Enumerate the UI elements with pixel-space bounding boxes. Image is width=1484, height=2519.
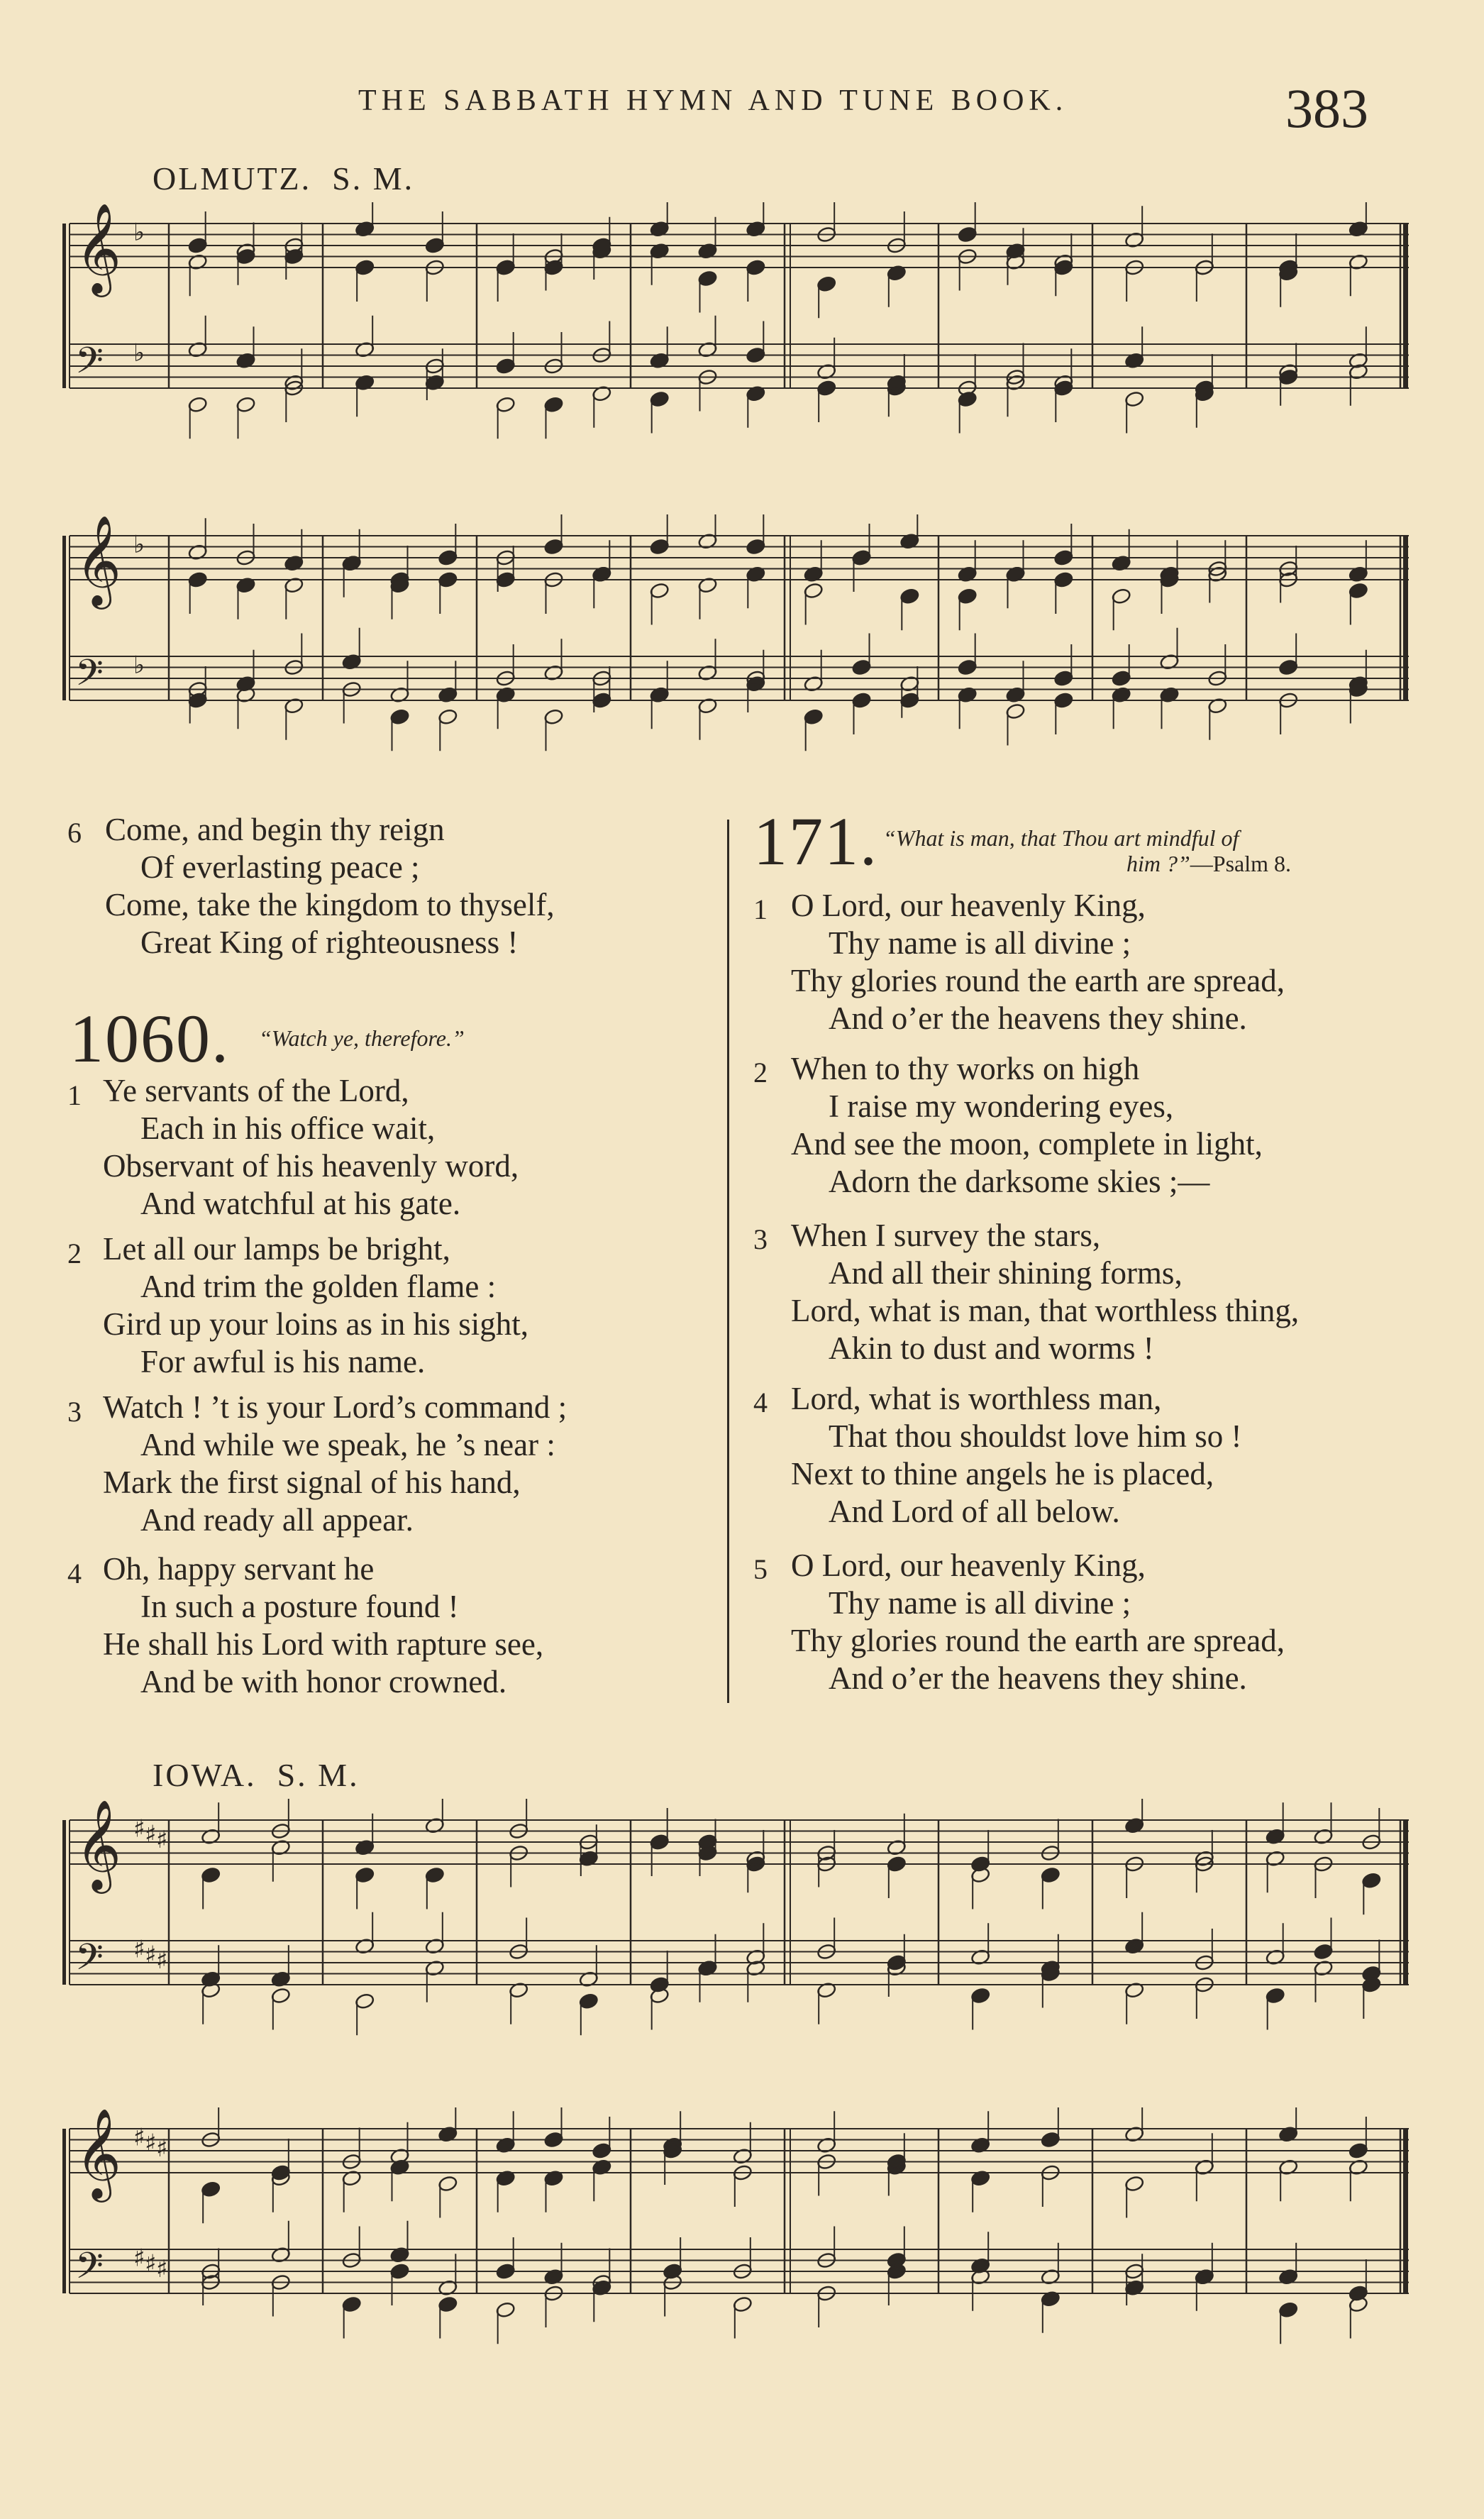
olmutz-system-1 bbox=[62, 202, 1414, 454]
verse-line: And see the moon, complete in light, bbox=[791, 1126, 1263, 1162]
note-head bbox=[236, 396, 255, 413]
verse-line: Great King of righteousness ! bbox=[140, 925, 519, 960]
note-head bbox=[804, 582, 824, 599]
verse-number: 6 bbox=[67, 817, 82, 849]
note-head bbox=[1266, 1987, 1285, 2004]
verse-line: When to thy works on high bbox=[791, 1051, 1140, 1086]
note-head bbox=[733, 2295, 753, 2313]
note-head bbox=[355, 259, 375, 276]
verse-line: And Lord of all below. bbox=[829, 1494, 1120, 1529]
verse-line: Thy name is all divine ; bbox=[829, 925, 1131, 961]
final-barline bbox=[1403, 224, 1408, 388]
verse-line: Next to thine angels he is placed, bbox=[791, 1456, 1214, 1492]
hymn-number: 171. bbox=[753, 803, 878, 879]
verse-line: And all their shining forms, bbox=[829, 1255, 1183, 1291]
hymn-epigraph: “What is man, that Thou art mindful of bbox=[883, 825, 1239, 851]
note-head bbox=[1349, 2142, 1368, 2159]
tune-title-iowa bbox=[153, 1756, 360, 1794]
music-staff bbox=[62, 514, 1414, 766]
note-head bbox=[496, 358, 516, 375]
verse-line: And be with honor crowned. bbox=[140, 1664, 507, 1699]
verse-number: 2 bbox=[67, 1238, 82, 1269]
key-signature-mark: ♯ bbox=[156, 1826, 168, 1854]
tune-title-olmutz bbox=[153, 160, 414, 197]
note-head bbox=[543, 708, 563, 725]
verse-line: Mark the first signal of his hand, bbox=[103, 1465, 521, 1500]
note-head bbox=[425, 237, 445, 254]
note-head bbox=[1053, 549, 1073, 566]
note-head bbox=[543, 396, 563, 413]
note-head bbox=[1278, 658, 1298, 676]
note-head bbox=[958, 588, 978, 605]
note-head bbox=[271, 1987, 291, 2004]
verse-line: In such a posture found ! bbox=[140, 1589, 459, 1624]
note-head bbox=[438, 549, 458, 566]
note-head bbox=[496, 396, 516, 413]
note-head bbox=[201, 2181, 221, 2198]
key-signature-mark: ♯ bbox=[133, 1814, 145, 1843]
note-head bbox=[1124, 390, 1144, 407]
key-signature-mark: ♯ bbox=[156, 1946, 168, 1975]
note-head bbox=[970, 1987, 990, 2004]
note-head bbox=[496, 2301, 516, 2318]
verse-line: Lord, what is worthless man, bbox=[791, 1381, 1162, 1416]
note-head bbox=[496, 259, 516, 276]
epigraph-source: —Psalm 8. bbox=[1190, 851, 1292, 876]
note-head bbox=[1124, 2175, 1144, 2192]
verse-line: Akin to dust and worms ! bbox=[829, 1330, 1154, 1366]
note-head bbox=[1005, 702, 1025, 720]
key-signature-mark: ♭ bbox=[133, 651, 145, 680]
verse-number: 4 bbox=[753, 1387, 768, 1418]
note-head bbox=[389, 708, 409, 725]
system-bracket bbox=[62, 536, 66, 700]
verse-number: 3 bbox=[753, 1223, 768, 1255]
verse-line: Observant of his heavenly word, bbox=[103, 1148, 519, 1184]
verse-line: And o’er the heavens they shine. bbox=[829, 1660, 1247, 1696]
note-head bbox=[650, 390, 670, 407]
verse-line: I raise my wondering eyes, bbox=[829, 1088, 1174, 1124]
note-head bbox=[579, 1992, 599, 2010]
key-signature-mark: ♭ bbox=[133, 530, 145, 559]
note-head bbox=[438, 2175, 458, 2192]
final-barline bbox=[1403, 2129, 1408, 2293]
verse-line: When I survey the stars, bbox=[791, 1218, 1101, 1253]
key-signature-mark: ♯ bbox=[133, 2123, 145, 2152]
note-head bbox=[1278, 2301, 1298, 2318]
note-head bbox=[746, 346, 765, 363]
note-head bbox=[746, 259, 765, 276]
note-head bbox=[650, 1834, 670, 1851]
note-head bbox=[650, 538, 670, 555]
verse-line: And ready all appear. bbox=[140, 1502, 414, 1538]
epigraph-continuation: him ?” bbox=[1126, 851, 1190, 876]
verse-line: Thy glories round the earth are spread, bbox=[791, 1623, 1285, 1658]
verse-line: Ye servants of the Lord, bbox=[103, 1073, 409, 1108]
note-head bbox=[1041, 2131, 1061, 2148]
note-head bbox=[899, 692, 919, 709]
music-staff bbox=[62, 2107, 1414, 2359]
note-head bbox=[355, 1992, 375, 2010]
note-head bbox=[804, 708, 824, 725]
note-head bbox=[438, 571, 458, 588]
bass-clef-icon: 𝄢 bbox=[75, 2244, 104, 2296]
note-head bbox=[425, 1866, 445, 1883]
note-head bbox=[438, 708, 458, 725]
note-head bbox=[438, 2295, 458, 2313]
key-signature-mark: ♭ bbox=[133, 338, 145, 368]
note-head bbox=[1053, 670, 1073, 687]
note-head bbox=[1112, 588, 1131, 605]
note-head bbox=[201, 1866, 221, 1883]
verse-number: 2 bbox=[753, 1057, 768, 1088]
verse-line: Watch ! ’t is your Lord’s command ; bbox=[103, 1389, 567, 1425]
system-bracket bbox=[62, 2129, 66, 2293]
treble-clef-icon: 𝄞 bbox=[75, 2107, 122, 2198]
note-head bbox=[1041, 1866, 1061, 1883]
note-head bbox=[887, 1856, 907, 1873]
key-signature-mark: ♯ bbox=[133, 1935, 145, 1964]
tune-name: IOWA. bbox=[153, 1757, 257, 1793]
note-head bbox=[496, 571, 516, 588]
note-head bbox=[496, 2263, 516, 2280]
note-head bbox=[958, 226, 978, 243]
music-staff bbox=[62, 1799, 1414, 2051]
key-signature-mark: ♯ bbox=[145, 1820, 157, 1849]
system-bracket bbox=[62, 1820, 66, 1985]
iowa-system-1 bbox=[62, 1799, 1414, 2051]
verse-line: Each in his office wait, bbox=[140, 1110, 436, 1146]
verse-number: 5 bbox=[753, 1553, 768, 1585]
final-barline bbox=[1403, 1820, 1408, 1985]
verse-line: Oh, happy servant he bbox=[103, 1551, 375, 1587]
verse-line: Adorn the darksome skies ;— bbox=[829, 1164, 1210, 1199]
hymn-epigraph bbox=[1126, 851, 1291, 877]
key-signature-mark: ♭ bbox=[133, 218, 145, 247]
treble-clef-icon: 𝄞 bbox=[75, 202, 122, 293]
tune-name: OLMUTZ. bbox=[153, 160, 312, 197]
olmutz-system-2 bbox=[62, 514, 1414, 766]
bass-clef-icon: 𝄢 bbox=[75, 338, 104, 391]
verse-line: O Lord, our heavenly King, bbox=[791, 1548, 1146, 1583]
note-head bbox=[188, 237, 208, 254]
verse-number: 3 bbox=[67, 1396, 82, 1428]
system-bracket bbox=[62, 224, 66, 388]
verse-line: That thou shouldst love him so ! bbox=[829, 1418, 1242, 1454]
note-head bbox=[592, 2142, 611, 2159]
key-signature-mark: ♯ bbox=[156, 2255, 168, 2283]
treble-clef-icon: 𝄞 bbox=[75, 1799, 122, 1890]
note-head bbox=[188, 571, 208, 588]
note-head bbox=[342, 2295, 362, 2313]
bass-clef-icon: 𝄢 bbox=[75, 651, 104, 703]
verse-line: Lord, what is man, that worthless thing, bbox=[791, 1293, 1300, 1328]
verse-number: 4 bbox=[67, 1558, 82, 1589]
verse-line: And trim the golden flame : bbox=[140, 1269, 497, 1304]
verse-line: Come, and begin thy reign bbox=[105, 812, 445, 847]
note-head bbox=[851, 658, 871, 676]
key-signature-mark: ♯ bbox=[145, 1941, 157, 1970]
note-head bbox=[816, 275, 836, 292]
verse-line: Let all our lamps be bright, bbox=[103, 1231, 450, 1267]
note-head bbox=[746, 538, 765, 555]
verse-line: For awful is his name. bbox=[140, 1344, 426, 1379]
key-signature-mark: ♯ bbox=[156, 2134, 168, 2163]
verse-line: Thy name is all divine ; bbox=[829, 1585, 1131, 1621]
note-head bbox=[592, 692, 611, 709]
hymn-epigraph: “Watch ye, therefore.” bbox=[259, 1025, 465, 1051]
note-head bbox=[1053, 692, 1073, 709]
note-head bbox=[851, 692, 871, 709]
treble-clef-icon: 𝄞 bbox=[75, 514, 122, 605]
verse-line: Come, take the kingdom to thyself, bbox=[105, 887, 555, 922]
running-head: THE SABBATH HYMN AND TUNE BOOK. bbox=[358, 84, 1068, 117]
verse-line: He shall his Lord with rapture see, bbox=[103, 1626, 544, 1662]
note-head bbox=[697, 270, 717, 287]
tune-meter: S. M. bbox=[332, 160, 415, 197]
note-head bbox=[1361, 1872, 1381, 1889]
note-head bbox=[650, 582, 670, 599]
verse-line: O Lord, our heavenly King, bbox=[791, 888, 1146, 923]
verse-number: 1 bbox=[753, 893, 768, 925]
verse-line: Gird up your loins as in his sight, bbox=[103, 1306, 529, 1342]
note-head bbox=[543, 2131, 563, 2148]
note-head bbox=[1112, 670, 1131, 687]
verse-line: Of everlasting peace ; bbox=[140, 849, 420, 885]
note-head bbox=[1313, 1943, 1333, 1960]
bass-clef-icon: 𝄢 bbox=[75, 1935, 104, 1988]
verse-line: And while we speak, he ’s near : bbox=[140, 1427, 555, 1462]
page-number: 383 bbox=[1285, 77, 1368, 139]
column-divider bbox=[727, 820, 729, 1703]
final-barline bbox=[1403, 536, 1408, 700]
note-head bbox=[1349, 582, 1368, 599]
note-head bbox=[958, 658, 978, 676]
iowa-system-2 bbox=[62, 2107, 1414, 2359]
key-signature-mark: ♯ bbox=[145, 2249, 157, 2278]
verse-line: Thy glories round the earth are spread, bbox=[791, 963, 1285, 998]
note-head bbox=[1053, 571, 1073, 588]
note-head bbox=[543, 538, 563, 555]
note-head bbox=[355, 1866, 375, 1883]
music-staff bbox=[62, 202, 1414, 454]
key-signature-mark: ♯ bbox=[145, 2129, 157, 2158]
verse-line: And o’er the heavens they shine. bbox=[829, 1001, 1247, 1036]
note-head bbox=[816, 380, 836, 397]
verse-line: And watchful at his gate. bbox=[140, 1186, 461, 1221]
hymn-number: 1060. bbox=[70, 1001, 230, 1076]
key-signature-mark: ♯ bbox=[133, 2244, 145, 2273]
note-head bbox=[188, 396, 208, 413]
note-head bbox=[389, 2263, 409, 2280]
note-head bbox=[899, 588, 919, 605]
verse-number: 1 bbox=[67, 1079, 82, 1111]
tune-meter: S. M. bbox=[277, 1757, 360, 1793]
